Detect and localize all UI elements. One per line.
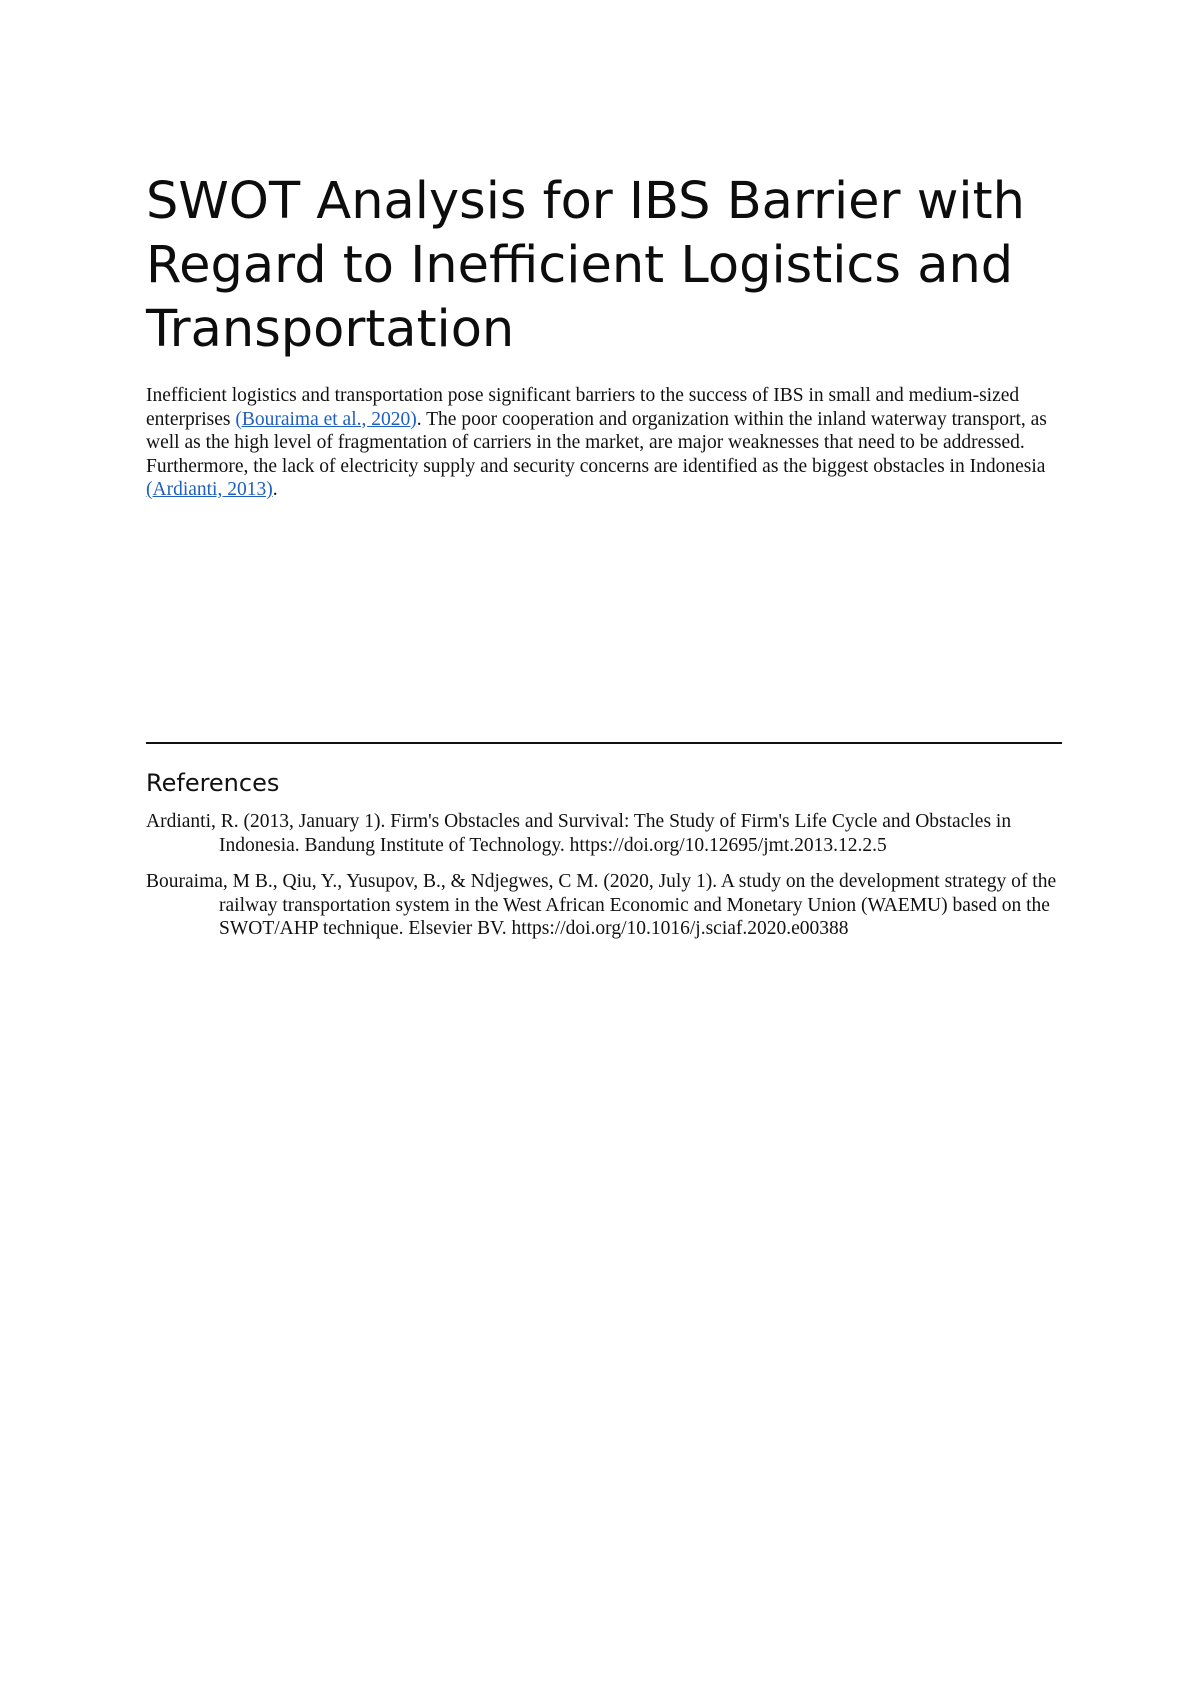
references-section	[146, 768, 1062, 954]
reference-entry-ardianti: Ardianti, R. (2013, January 1). Firm's Obstacles and Survival: The Study of Firm's Life Cycle and Obstacles in Indonesia. Bandung Institute of Technology. https://doi.org/10.12695/jmt.2013.12.2.5	[146, 811, 1012, 856]
reference-entry-bouraima: Bouraima, M B., Qiu, Y., Yusupov, B., & Ndjegwes, C M. (2020, July 1). A study on the development strategy of the railway transportation system in the West African Economic and Monetary Union (WAEMU) based on the SWOT/AHP technique. Elsevier BV. https://doi.org/10.1016/j.sciaf.2020.e00388	[146, 871, 1057, 939]
document-body	[146, 170, 1062, 502]
citation-link-ardianti[interactable]: (Ardianti, 2013)	[146, 479, 273, 500]
body-paragraph	[146, 384, 1062, 502]
paragraph-text-1: Inefficient logistics and transportation pose significant barriers to the success of IBS in small and medium-sized enterprises	[146, 385, 1020, 430]
citation-link-bouraima[interactable]: (Bouraima et al., 2020)	[235, 408, 417, 430]
references-heading: References	[146, 769, 280, 797]
section-divider	[146, 742, 1062, 744]
document-title: SWOT Analysis for IBS Barrier with Regard to Inefficient Logistics and Transportation	[146, 172, 1025, 359]
paragraph-text-2: . The poor cooperation and organization within the inland waterway transport, as well as the high level of fragmentation of carriers in the market, are major weaknesses that need to be addressed. Furthermore, the lack of electricity supply and security concerns are identified as the biggest obstacles in Indonesia	[146, 408, 1047, 477]
paragraph-text-3: .	[272, 479, 278, 500]
